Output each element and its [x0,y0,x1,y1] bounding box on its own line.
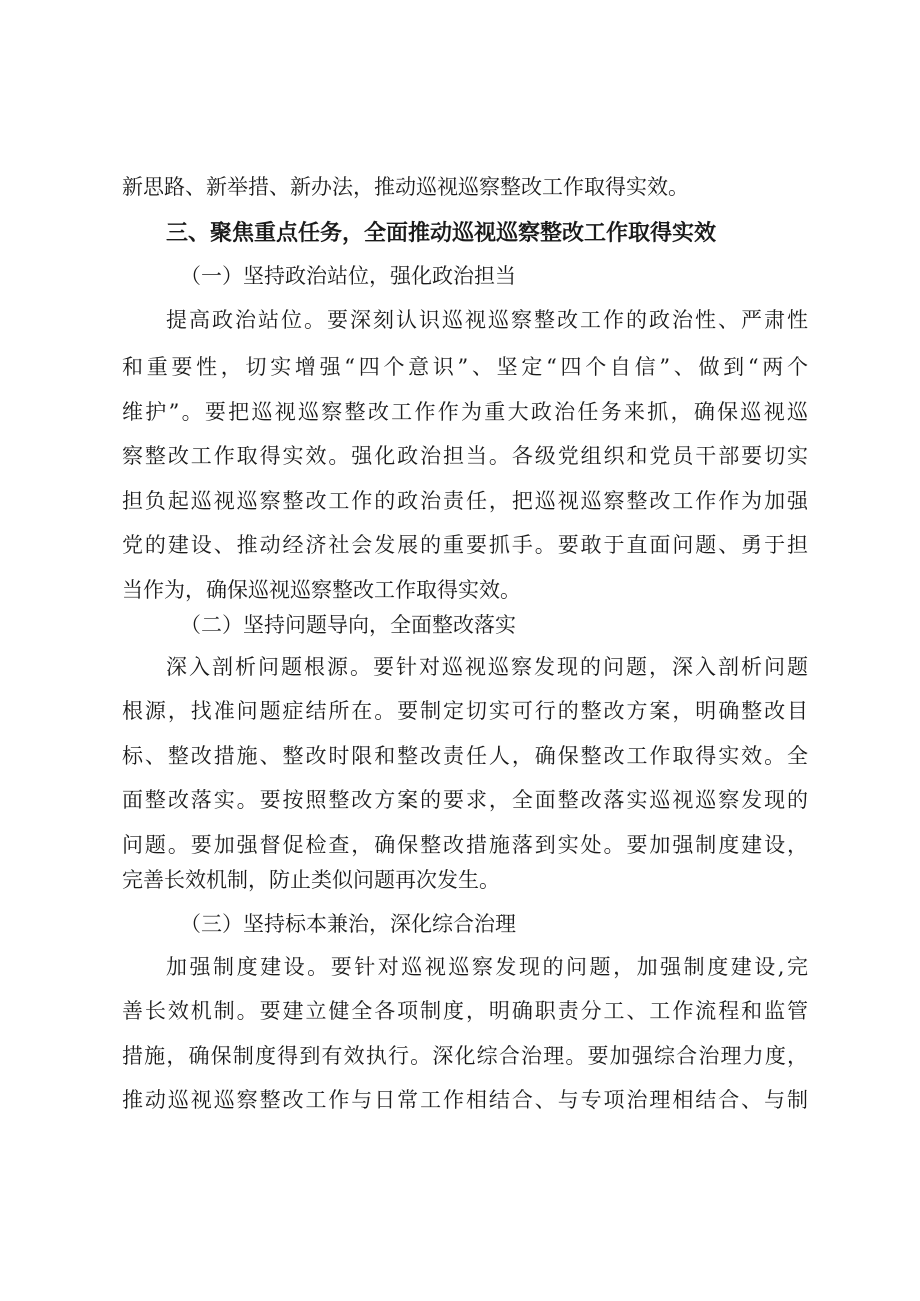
paragraph-3-line-3: 措施，确保制度得到有效执行。深化综合治理。要加强综合治理力度， [122,1044,808,1068]
section-heading: 三、聚焦重点任务，全面推动巡视巡察整改工作取得实效 [166,221,717,246]
paragraph-3-line-4: 推动巡视巡察整改工作与日常工作相结合、与专项治理相结合、与制 [122,1088,808,1112]
paragraph-2-line-5: 问题。要加强督促检查，确保整改措施落到实处。要加强制度建设， [122,833,808,857]
subsection-heading-3: （三）坚持标本兼治，深化综合治理 [180,912,516,936]
subsection-heading-2: （二）坚持问题导向，全面整改落实 [180,613,516,637]
paragraph-3-line-2: 善长效机制。要建立健全各项制度，明确职责分工、工作流程和监管 [122,999,808,1023]
paragraph-1-line-7: 当作为，确保巡视巡察整改工作取得实效。 [122,578,521,602]
paragraph-1-line-5: 担负起巡视巡察整改工作的政治责任，把巡视巡察整改工作作为加强 [122,489,808,513]
paragraph-2-line-4: 面整改落实。要按照整改方案的要求，全面整改落实巡视巡察发现的 [122,788,808,812]
subsection-heading-1: （一）坚持政治站位，强化政治担当 [180,264,516,288]
paragraph-1-line-3: 维护”。要把巡视巡察整改工作作为重大政治任务来抓，确保巡视巡 [122,400,808,424]
paragraph-1-line-1: 提高政治站位。要深刻认识巡视巡察整改工作的政治性、严肃性 [166,308,808,332]
paragraph-3-line-1: 加强制度建设。要针对巡视巡察发现的问题，加强制度建设,完 [166,955,808,979]
paragraph-2-line-6: 完善长效机制，防止类似问题再次发生。 [122,868,500,892]
paragraph-2-line-3: 标、整改措施、整改时限和整改责任人，确保整改工作取得实效。全 [122,744,808,768]
paragraph-2-line-1: 深入剖析问题根源。要针对巡视巡察发现的问题，深入剖析问题 [166,655,808,679]
paragraph-1-line-4: 察整改工作取得实效。强化政治担当。各级党组织和党员干部要切实 [122,444,808,468]
paragraph-continuation-line: 新思路、新举措、新办法，推动巡视巡察整改工作取得实效。 [122,175,689,199]
paragraph-1-line-6: 党的建设、推动经济社会发展的重要抓手。要敢于直面问题、勇于担 [122,533,808,557]
paragraph-1-line-2: 和重要性，切实增强“四个意识”、坚定“四个自信”、做到“两个 [122,355,808,379]
paragraph-2-line-2: 根源，找准问题症结所在。要制定切实可行的整改方案，明确整改目 [122,699,808,723]
